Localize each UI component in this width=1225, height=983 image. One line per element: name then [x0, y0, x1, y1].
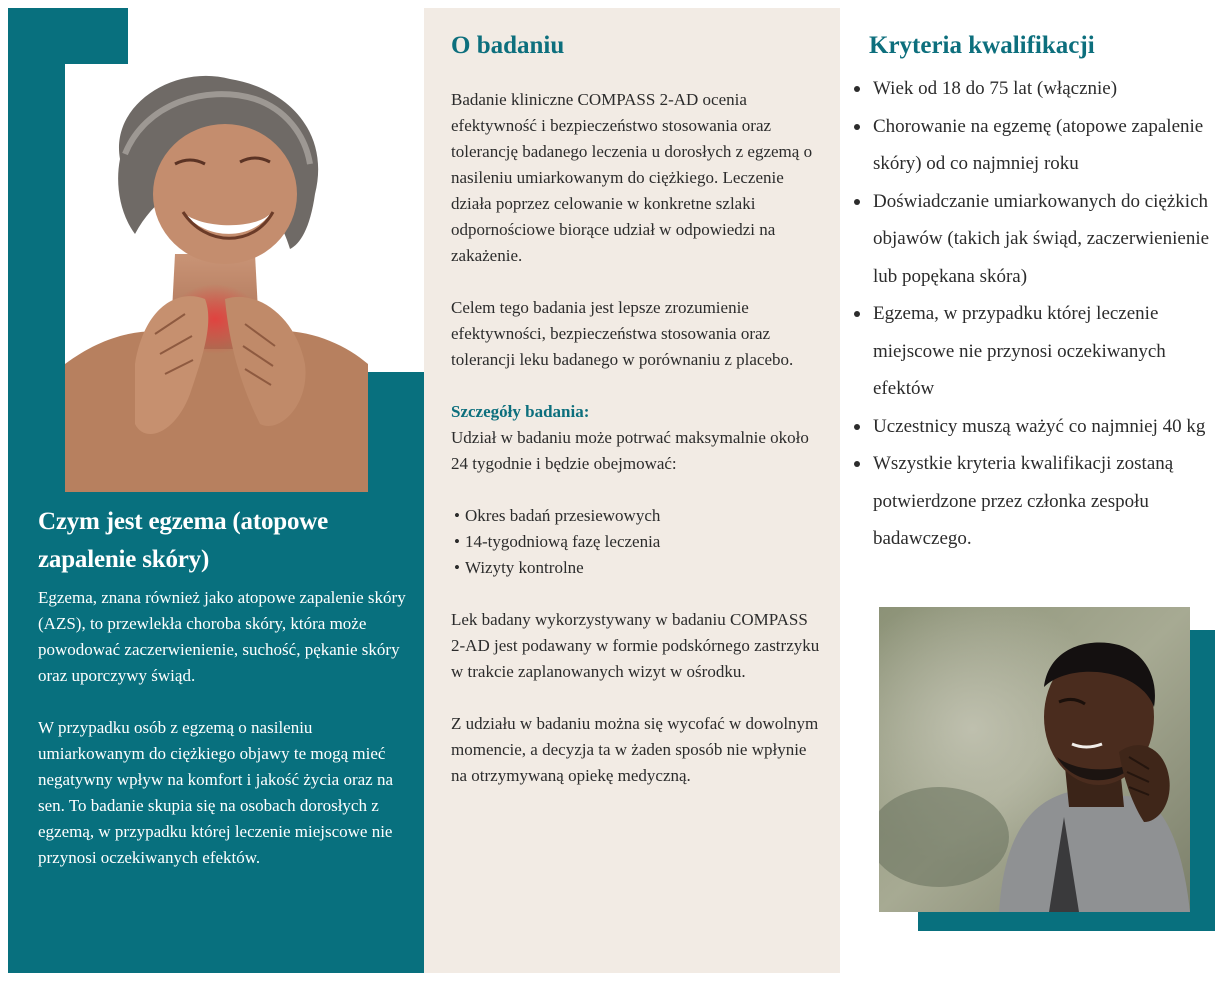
drug-administration-paragraph: Lek badany wykorzystywany w badaniu COMPASS 2-AD jest podawany w formie podskórnego zastrzyku w trakcie zaplanowanych wizyt w ośrodku. — [451, 610, 820, 681]
teal-accent-block — [8, 8, 128, 64]
teal-accent-block — [8, 64, 65, 492]
list-item: Uczestnicy muszą ważyć co najmniej 40 kg — [852, 408, 1225, 446]
list-item: • Okres badań przesiewowych — [451, 503, 821, 529]
eligibility-criteria-list — [852, 70, 1225, 558]
study-details-heading: Szczegóły badania: — [451, 402, 590, 421]
elderly-woman-scratching-neck-photo — [65, 64, 368, 492]
eczema-info-section — [38, 503, 408, 871]
eligibility-title: Kryteria kwalifikacji — [869, 32, 1095, 59]
teal-accent-block — [368, 372, 424, 492]
study-info-section — [451, 28, 821, 789]
study-description-paragraph: Badanie kliniczne COMPASS 2-AD ocenia efektywność i bezpieczeństwo stosowania oraz tolerancję badanego leczenia u dorosłych z egzemą o nasileniu umiarkowanym do ciężkiego. Leczenie działa poprzez celowanie w konkretne szlaki odpornościowe biorące udział w odpowiedzi na zakażenie. — [451, 90, 813, 265]
study-details-list — [451, 503, 821, 581]
eczema-definition-paragraph: Egzema, znana również jako atopowe zapalenie skóry (AZS), to przewlekła choroba skóry, która może powodować zaczerwienienie, suchość, pękanie skóry oraz uporczywy świąd. — [38, 588, 406, 685]
study-details-intro: Udział w badaniu może potrwać maksymalnie około 24 tygodnie i będzie obejmować: — [451, 428, 809, 473]
list-item: • 14-tygodniową fazę leczenia — [451, 529, 821, 555]
list-item: Egzema, w przypadku której leczenie miejscowe nie przynosi oczekiwanych efektów — [852, 295, 1225, 408]
list-item: Doświadczanie umiarkowanych do ciężkich objawów (takich jak świąd, zaczerwienienie lub popękana skóra) — [852, 183, 1225, 296]
eligibility-section — [852, 28, 1225, 558]
eczema-impact-paragraph: W przypadku osób z egzemą o nasileniu umiarkowanym do ciężkiego objawy te mogą mieć negatywny wpływ na komfort i jakość życia oraz na sen. To badanie skupia się na osobach dorosłych z egzemą, w przypadku której leczenie miejscowe nie przynosi oczekiwanych efektów. — [38, 718, 393, 867]
man-scratching-neck-photo — [879, 607, 1190, 912]
withdrawal-paragraph: Z udziału w badaniu można się wycofać w dowolnym momencie, a decyzja ta w żaden sposób nie wpłynie na otrzymywaną opiekę medyczną. — [451, 714, 819, 785]
eczema-section-title: Czym jest egzema (atopowe zapalenie skóry) — [38, 508, 329, 573]
list-item: Wiek od 18 do 75 lat (włącznie) — [852, 70, 1225, 108]
list-item: Chorowanie na egzemę (atopowe zapalenie skóry) od co najmniej roku — [852, 108, 1225, 183]
study-section-title: O badaniu — [451, 32, 565, 59]
list-item: Wszystkie kryteria kwalifikacji zostaną potwierdzone przez członka zespołu badawczego. — [852, 445, 1225, 558]
study-goal-paragraph: Celem tego badania jest lepsze zrozumienie efektywności, bezpieczeństwa stosowania oraz tolerancji leku badanego w porównaniu z placebo. — [451, 298, 794, 369]
list-item: • Wizyty kontrolne — [451, 555, 821, 581]
